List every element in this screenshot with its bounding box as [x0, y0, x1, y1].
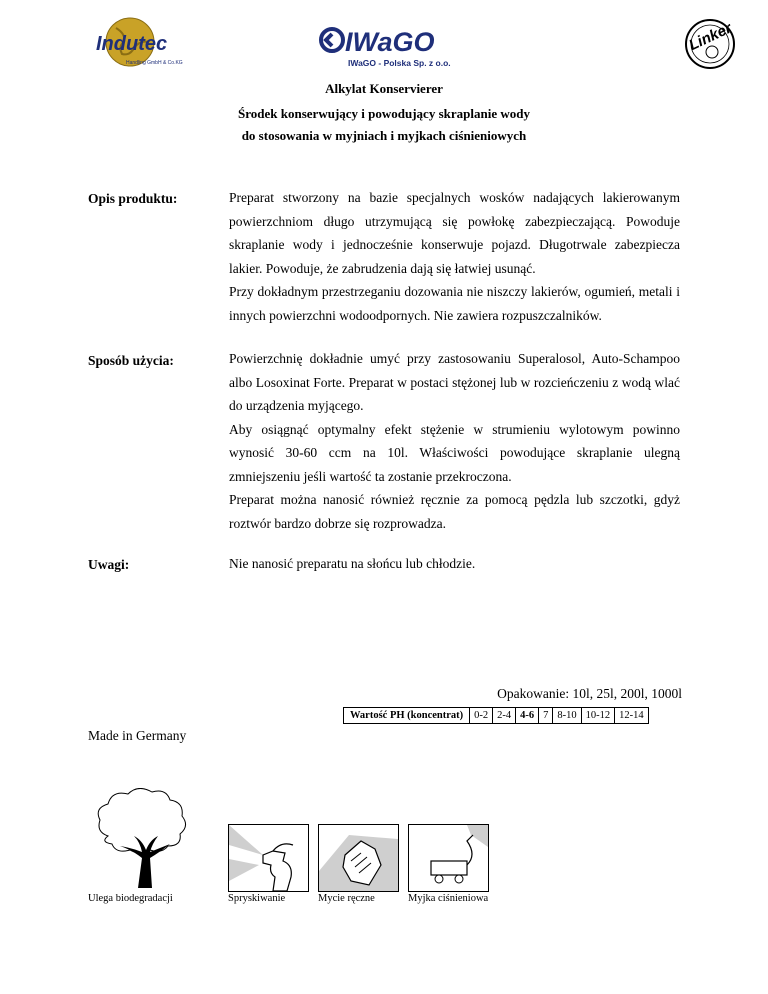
ph-cell: 0-2	[470, 708, 493, 724]
product-title: Alkylat Konservierer	[325, 81, 443, 96]
svg-text:IWaGO: IWaGO	[345, 27, 435, 57]
sposob-paragraph-2: Aby osiągnąć optymalny efekt stężenie w strumieniu wylotowym powinno wynosić 30-60 ccm na 10l. Właściwości powodujące skraplanie ulegną zmniejszeniu jeśli wartość ta zostanie przekroczona.	[229, 421, 680, 484]
opis-paragraph-2: Przy dokładnym przestrzeganiu dozowania nie niszczy lakierów, ogumień, metali i innych powierzchni wodoodpornych. Nie zawiera rozpuszczalników.	[229, 284, 680, 323]
section-body-sposob	[229, 347, 680, 535]
indutec-logo	[88, 12, 238, 72]
sposob-paragraph-3: Preparat można nanosić również ręcznie za pomocą pędzla lub szczotki, gdyż roztwór bardzo dobrze się rozprowadza.	[229, 492, 680, 531]
section-body-uwagi	[229, 552, 680, 576]
ph-table-row	[344, 708, 649, 724]
iwago-logo	[318, 24, 458, 72]
ph-cell: 8-10	[553, 708, 581, 724]
ph-table-header: Wartość PH (koncentrat)	[344, 708, 470, 724]
product-subtitle-2: do stosowania w myjniach i myjkach ciśnieniowych	[241, 128, 527, 143]
svg-text:Linker: Linker	[686, 19, 735, 55]
pressure-washer-icon	[408, 824, 489, 892]
section-label-opis: Opis produktu:	[88, 191, 178, 206]
hand-wash-icon	[318, 824, 399, 892]
section-label-sposob: Sposób użycia:	[88, 353, 174, 368]
hand-wash-label: Mycie ręczne	[318, 893, 375, 904]
ph-cell-selected: 4-6	[516, 708, 539, 724]
tree-label: Ulega biodegradacji	[88, 893, 173, 904]
uwagi-paragraph-1: Nie nanosić preparatu na słońcu lub chłodzie.	[229, 556, 476, 571]
section-label-uwagi: Uwagi:	[88, 557, 130, 572]
tree-icon	[88, 788, 198, 890]
svg-text:Handling GmbH & Co.KG: Handling GmbH & Co.KG	[126, 60, 183, 66]
ph-table	[343, 707, 649, 724]
product-subtitle: Środek konserwujący i powodujący skraplanie wody	[238, 106, 530, 121]
sposob-paragraph-1: Powierzchnię dokładnie umyć przy zastosowaniu Superalosol, Auto-Schampoo albo Losoxinat Forte. Preparat w postaci stężonej lub w rozcieńczeniu z wodą wlać do urządzenia myjącego.	[229, 351, 680, 413]
ph-cell: 10-12	[581, 708, 615, 724]
packaging-info: Opakowanie: 10l, 25l, 200l, 1000l	[497, 686, 682, 701]
made-in: Made in Germany	[88, 728, 187, 743]
spray-label: Spryskiwanie	[228, 893, 286, 904]
ph-cell: 12-14	[615, 708, 649, 724]
svg-text:IWaGO - Polska Sp. z o.o.: IWaGO - Polska Sp. z o.o.	[348, 58, 451, 68]
pressure-washer-label: Myjka ciśnieniowa	[408, 893, 489, 904]
ph-cell: 2-4	[493, 708, 516, 724]
ph-cell: 7	[539, 708, 553, 724]
spray-icon	[228, 824, 309, 892]
svg-text:Indutec: Indutec	[96, 33, 168, 55]
section-body-opis	[229, 186, 680, 327]
opis-paragraph-1: Preparat stworzony na bazie specjalnych wosków nadających lakierowanym powierzchniom długo utrzymującą się powłokę zabezpieczającą. Powoduje skraplanie wody i jednocześnie konserwuje pojazd. Długotrwale zabezpiecza lakier. Powoduje, że zabrudzenia dają się łatwiej usunąć.	[229, 190, 680, 276]
linker-logo	[676, 12, 756, 72]
